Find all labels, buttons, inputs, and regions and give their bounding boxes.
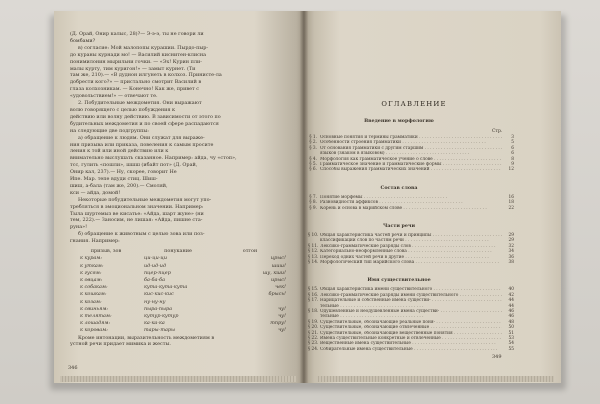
contents-entry-page: 46: [508, 309, 514, 315]
contents-entry-text: Общая характеристика имени существительного . . .: [320, 287, 502, 292]
contents-entry-text: Нарицательные и собственные имена существи- . . .: [320, 298, 502, 303]
contents-entry-text: Существительные, обозначающие вещественные понятия . . .: [320, 331, 502, 336]
text-line: ления к той или иной действию или к: [70, 148, 169, 155]
text-line: на следующие две подгруппы:: [70, 127, 149, 134]
examples-cell: чу!: [278, 327, 286, 334]
contents-entry-text: Особенности строения грамматики . . .: [320, 140, 502, 145]
examples-cell: кис-кис-кис: [144, 291, 174, 298]
contents-entry-text: Общая характеристика частей речи и принципы . . .: [320, 233, 502, 238]
contents-entry-text: Переход одних частей речи в другие . . .: [320, 255, 502, 260]
contents-entry-num: § 11.: [308, 243, 319, 249]
examples-cell: кутур-кутур: [144, 312, 179, 319]
contents-entry-num: § 18.: [308, 309, 319, 315]
interjection-examples-table: [70, 248, 286, 334]
contents-entry-num: § 5.: [309, 162, 317, 168]
contents-entry-num: § 21.: [308, 330, 319, 336]
examples-cell: к уткам:: [80, 262, 104, 269]
contents-list: [308, 287, 514, 352]
examples-cell: ирыс!: [271, 276, 286, 283]
left-page-edges: [60, 376, 296, 382]
text-line: глаза колхозникам. — Конечно! Как же, привет с: [70, 86, 200, 93]
contents-entry-num: § 13.: [308, 254, 319, 260]
contents-entry-text: тельные . . .: [320, 304, 502, 309]
contents-entry: [308, 347, 514, 352]
contents-entry-num: § 14.: [308, 260, 319, 266]
text-line: в) согласие: Мой малопопы курашии. Пырдо-пыр-: [78, 44, 209, 51]
examples-cell: к лошадям:: [80, 320, 111, 327]
contents-entry: [308, 167, 514, 172]
text-line: тем, 222).— Заносим, не лишая: «Айда, пишне ста-: [70, 217, 203, 224]
examples-row: [70, 263, 286, 270]
contents-entry-page: 3: [511, 135, 514, 140]
contents-entry-num: § 19.: [308, 319, 319, 325]
contents-entry-num: § 6.: [309, 167, 317, 173]
contents-entry-num: § 7.: [309, 194, 317, 200]
contents-entry-text: языков (знаком в языковом) . . .: [320, 151, 502, 156]
examples-header-cell: призыв, зов: [90, 248, 122, 255]
examples-row: [70, 320, 286, 327]
contents-entry-num: § 2.: [309, 140, 317, 146]
text-line: будительных междометия и по своей сфере распадаются: [70, 120, 219, 127]
examples-cell: шу, кши!: [262, 269, 286, 276]
text-line: кси — айда, домой!: [70, 189, 121, 196]
contents-entry-text: Одушевленные и неодушевленные имена существи- . . .: [320, 309, 502, 314]
contents-entry-text: Понятие морфемы . . .: [320, 195, 502, 200]
contents-entry-page: 18: [508, 200, 514, 206]
book-spine-gutter: [300, 11, 308, 383]
contents-entry-page: 50: [508, 325, 514, 331]
contents-entry-text: тельные . . .: [320, 314, 502, 319]
contents-entry-num: § 24.: [308, 346, 319, 352]
contents-entry-page: 29: [508, 233, 514, 238]
examples-cell: к кошкам:: [80, 291, 107, 298]
contents-entry-num: § 23.: [308, 341, 319, 347]
examples-cell: брысь!: [268, 291, 286, 298]
examples-cell: шиш!: [271, 262, 286, 269]
text-line: гнания. Например:: [70, 238, 120, 245]
contents-entry-text: Основные понятия и термины грамматики . . .: [320, 135, 502, 140]
contents-entry-page: 9: [511, 162, 514, 168]
text-line: Некоторые побудительные междометия могут упо-: [78, 196, 212, 203]
examples-cell: к гусям:: [80, 269, 102, 276]
contents-entry-text: Существительные, обозначающие отвлеченные . . .: [320, 325, 502, 330]
examples-cell: кута-кута-кута: [144, 284, 188, 291]
contents-entry-page: 42: [508, 292, 514, 298]
text-line: (Д. Орай, Онир калыс, 28)?— Э-э-э, ты не говори ли: [70, 31, 204, 37]
contents-entry-num: § 1.: [309, 135, 317, 140]
contents-list: [308, 233, 514, 265]
contents-entry-num: § 22.: [308, 336, 319, 342]
contents-entry-num: § 12.: [308, 249, 319, 255]
text-line: бомбами?: [70, 37, 96, 44]
contents-list: [308, 195, 514, 211]
contents-entry-text: Корень и основа в марийском слове . . .: [320, 206, 502, 211]
contents-entry-page: 38: [508, 260, 514, 266]
contents-entry-text: Категориально-неоформленные слова . . .: [320, 249, 502, 254]
examples-cell: к курам:: [80, 255, 102, 262]
text-line: волю говорящего с целью побуждения к: [70, 106, 176, 113]
contents-entry-page: 6: [511, 145, 514, 151]
right-page-number: 349: [492, 354, 502, 360]
contents-entry-num: § 8.: [309, 200, 317, 206]
contents-entry-num: § 15.: [308, 287, 319, 293]
contents-entry-page: 54: [508, 341, 514, 347]
contents-entry-page: 12: [508, 167, 514, 173]
contents-section-title: Введение в морфологию: [364, 118, 434, 124]
contents-entry-num: § 20.: [308, 325, 319, 331]
contents-entry-text: Имена существительные конкретные и отвлеченные . . .: [320, 336, 502, 341]
left-page-number: 346: [68, 365, 78, 371]
text-line: Ипе. Мар. тепе вдуди стиц. Шиш-: [70, 176, 158, 183]
right-page-edges: [316, 376, 554, 382]
examples-row: [70, 306, 286, 313]
examples-row: [70, 270, 286, 277]
contents-entry-text: Способы выражения грамматических значений . . .: [320, 167, 502, 172]
examples-cell: пыра-пыра: [144, 305, 173, 312]
examples-cell: к собакам:: [80, 284, 108, 291]
contents-entry-page: 8: [511, 156, 514, 162]
examples-cell: ба-ба-ба: [144, 276, 166, 283]
contents-entry-text: классификации слов по частям речи . . .: [320, 238, 502, 243]
contents-entry-page: 34: [508, 249, 514, 255]
left-page: [54, 11, 304, 383]
examples-row: [70, 313, 286, 320]
examples-row: [70, 255, 286, 262]
examples-cell: к свиньям:: [80, 305, 109, 312]
contents-entry-text: Собирательные имена существительные . . .: [320, 347, 502, 352]
contents-entry-text: Грамматическое значение и грамматические формы . . .: [320, 162, 502, 167]
contents-entry-num: § 3.: [309, 145, 317, 151]
contents-entry-page: 48: [508, 319, 514, 325]
contents-entry-text: От основания грамматики с другим старшим . . .: [320, 146, 502, 151]
contents-entry-num: § 17.: [308, 298, 319, 304]
text-line: малы курту, тим куригон!» — замыт курнет. (Ти: [70, 65, 196, 72]
text-line: шиш, а-бала (там же, 200).— Смоляй,: [70, 182, 168, 189]
contents-entry-text: Разновидности аффиксов . . .: [320, 200, 502, 205]
contents-entry-text: Лексико-грамматические разряды имени существительного . . .: [320, 293, 502, 298]
examples-row: [70, 284, 286, 291]
text-line: действию или волну действию. В зависимости от этого по: [70, 113, 221, 120]
contents-entry-page: 36: [508, 254, 514, 260]
examples-cell: ид-ид-ид: [144, 262, 167, 269]
examples-row: [70, 327, 286, 334]
contents-entry-num: § 16.: [308, 292, 319, 298]
text-line: Онир кал, 237).— Ну, скорее, говорит Не: [70, 169, 177, 176]
examples-cell: пцер-пцер: [144, 269, 171, 276]
text-line: а) обращение к людям. Они служат для выраже-: [78, 134, 205, 141]
contents-section-title: Имя существительное: [367, 277, 431, 284]
examples-cell: к овцам:: [80, 276, 103, 283]
text-line: там же, 210).— «В дуднон илгунеть в колхоз. Принисте-ла: [70, 72, 222, 79]
contents-list: [308, 135, 514, 173]
contents-entry: [308, 260, 514, 265]
examples-cell: тары-тары: [144, 327, 175, 334]
contents-entry-num: § 9.: [309, 205, 317, 211]
contents-entry-page: 6: [511, 151, 514, 157]
contents-entry-page: 40: [508, 287, 514, 293]
examples-cell: тпру!: [270, 320, 286, 327]
text-line: тсс, гулить «пошли», шшш (ибайт пот» (Д. Орай,: [70, 162, 198, 169]
page-column-label: Стр.: [492, 129, 503, 134]
contents-entry-page: 44: [508, 298, 514, 304]
contents-entry-page: 32: [508, 243, 514, 249]
examples-cell: к коровам:: [80, 327, 108, 334]
contents-entry-page: 5: [511, 140, 514, 146]
text-line: б) обращение к животным с целью зова или поз-: [78, 231, 205, 238]
text-line: руна»!: [70, 224, 88, 231]
contents-section-title: Состав слова: [380, 184, 418, 191]
text-line: добрести кого?» — пристально смотрит Василий в: [70, 79, 202, 86]
examples-cell: ка-ка-ка: [144, 320, 165, 327]
contents-entry-page: 51: [508, 330, 514, 336]
examples-header-cell: понукание: [164, 248, 192, 255]
examples-row: [70, 299, 286, 306]
examples-cell: к телятам:: [80, 312, 112, 319]
text-line: «удовольствием!» — отвечают те.: [70, 93, 158, 100]
contents-heading: ОГЛАВЛЕНИЕ: [381, 100, 447, 108]
examples-cell: ци-ци-ци: [144, 255, 167, 262]
contents-entry-text: Существительные, обозначающие реальные поня- . . .: [320, 320, 502, 325]
text-line: Тыла шуртемыз ве кисатье: «Айда, шарт жуне» (ни: [70, 210, 204, 217]
contents-entry-page: 22: [508, 205, 514, 211]
contents-entry-text: Лексико-грамматические разряды слов . . .: [320, 244, 502, 249]
text-line: внимательно выслушать сказанное. Например: айда, чу «стоп»,: [70, 155, 237, 162]
examples-cell: ну-ну-ну: [144, 298, 166, 305]
text-line: ния призыва или приказа, повеления к самым просите: [70, 141, 214, 148]
examples-cell: чу!: [278, 305, 286, 312]
examples-cell: к козам:: [80, 298, 102, 305]
contents-entry-num: § 4.: [309, 156, 317, 162]
contents-entry-page: 46: [508, 314, 514, 320]
contents-section-title: Части речи: [382, 223, 416, 229]
text-line: Кроме интонации, выразительность междометиям в: [78, 334, 215, 341]
contents-entry-text: Морфология как грамматическое учение о слове . . .: [320, 157, 502, 162]
text-line: понимилонин мырильни гочки. — «Эх! Курин пли-: [70, 58, 202, 65]
contents-entry-text: Вещественные имена существительные . . .: [320, 341, 502, 346]
examples-cell: чек!: [275, 284, 286, 291]
examples-header-cell: отгон: [242, 248, 258, 255]
contents-entry-page: 16: [508, 194, 514, 200]
examples-row: [70, 291, 286, 298]
text-line: требляться в эмоциональном значении. Например:: [70, 203, 204, 210]
contents-entry-page: 44: [508, 303, 514, 309]
text-line: до кураны курнади мо! — Василий киснитен-клисна: [70, 51, 207, 58]
contents-entry: [308, 206, 514, 211]
contents-entry-num: § 10.: [308, 233, 319, 238]
text-line: 2. Побудительные междометия. Они выражают: [78, 100, 202, 107]
examples-cell: чу!: [278, 312, 286, 319]
contents-entry-page: 55: [508, 346, 514, 352]
examples-header-row: [70, 248, 286, 255]
contents-entry-page: 53: [508, 336, 514, 342]
contents-entry-text: Морфологический тип марийского слова . . .: [320, 260, 502, 265]
left-page-text: [70, 31, 286, 348]
examples-cell: црыс!: [270, 255, 286, 262]
text-line: устной речи придает мимика и жесты.: [70, 341, 171, 348]
examples-cell: [214, 299, 286, 306]
contents-entry-page: 29: [508, 238, 514, 244]
